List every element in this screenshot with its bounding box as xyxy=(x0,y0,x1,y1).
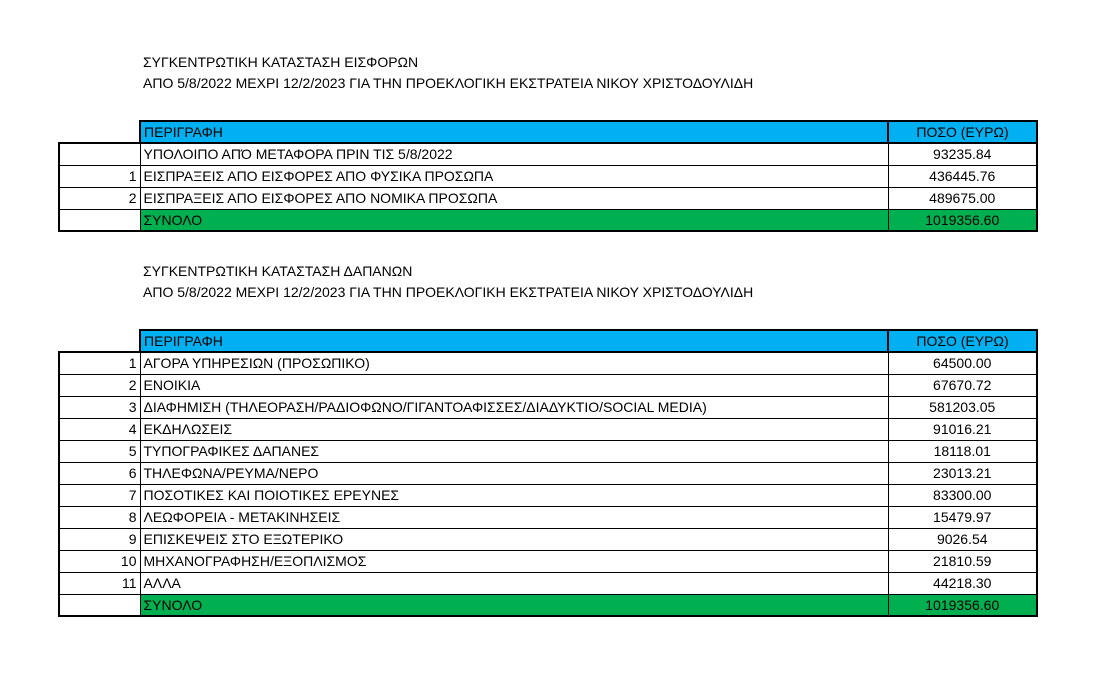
row-index xyxy=(59,143,140,165)
table-row xyxy=(59,396,1037,418)
contributions-table xyxy=(58,120,1038,232)
expenses-total-row xyxy=(59,594,1037,616)
row-description: ΥΠΟΛΟΙΠΟ ΑΠΌ ΜΕΤΑΦΟΡΑ ΠΡΙΝ ΤΙΣ 5/8/2022 xyxy=(140,143,888,165)
row-amount: 44218.30 xyxy=(888,572,1037,594)
contributions-heading xyxy=(143,52,753,94)
row-index: 8 xyxy=(59,506,140,528)
row-amount: 83300.00 xyxy=(888,484,1037,506)
row-amount: 15479.97 xyxy=(888,506,1037,528)
total-amount: 1019356.60 xyxy=(888,209,1037,231)
contributions-header-row xyxy=(59,121,1037,143)
row-description: ΕΙΣΠΡΑΞΕΙΣ ΑΠΟ ΕΙΣΦΟΡΕΣ ΑΠΟ ΦΥΣΙΚΑ ΠΡΟΣΩΠΑ xyxy=(140,165,888,187)
table-row xyxy=(59,506,1037,528)
contributions-title: ΣΥΓΚΕΝΤΡΩΤΙΚΗ ΚΑΤΑΣΤΑΣΗ ΕΙΣΦΟΡΩΝ xyxy=(143,54,419,70)
row-description: ΠΟΣΟΤΙΚΕΣ ΚΑΙ ΠΟΙΟΤΙΚΕΣ ΕΡΕΥΝΕΣ xyxy=(140,484,888,506)
row-amount: 67670.72 xyxy=(888,374,1037,396)
row-description: ΔΙΑΦΗΜΙΣΗ (ΤΗΛΕΟΡΑΣΗ/ΡΑΔΙΟΦΩΝΟ/ΓΙΓΑΝΤΟΑΦΙΣΣΕΣ/ΔΙΑΔΥΚΤΙΟ/SOCIAL MEDIA) xyxy=(140,396,888,418)
table-row xyxy=(59,572,1037,594)
row-amount: 23013.21 xyxy=(888,462,1037,484)
row-description: ΑΓΟΡΑ ΥΠΗΡΕΣΙΩΝ (ΠΡΟΣΩΠΙΚΟ) xyxy=(140,352,888,374)
row-description: ΜΗΧΑΝΟΓΡΑΦΗΣΗ/ΕΞΟΠΛΙΣΜΟΣ xyxy=(140,550,888,572)
row-index: 10 xyxy=(59,550,140,572)
row-description: ΛΕΩΦΟΡΕΙΑ - ΜΕΤΑΚΙΝΗΣΕΙΣ xyxy=(140,506,888,528)
expenses-header-row xyxy=(59,330,1037,352)
contributions-subtitle: ΑΠΟ 5/8/2022 ΜΕΧΡΙ 12/2/2023 ΓΙΑ ΤΗΝ ΠΡΟΕΚΛΟΓΙΚΗ ΕΚΣΤΡΑΤΕΙΑ ΝΙΚΟΥ ΧΡΙΣΤΟΔΟΥΛΙΔΗ xyxy=(143,75,754,91)
row-description: ΑΛΛΑ xyxy=(140,572,888,594)
table-row xyxy=(59,418,1037,440)
table-row xyxy=(59,484,1037,506)
expenses-title: ΣΥΓΚΕΝΤΡΩΤΙΚΗ ΚΑΤΑΣΤΑΣΗ ΔΑΠΑΝΩΝ xyxy=(143,263,413,279)
row-amount: 21810.59 xyxy=(888,550,1037,572)
total-index-cell xyxy=(59,594,140,616)
header-description: ΠΕΡΙΓΡΑΦΗ xyxy=(140,330,888,352)
table-row xyxy=(59,165,1037,187)
expenses-heading xyxy=(143,261,753,303)
total-index-cell xyxy=(59,209,140,231)
row-index: 5 xyxy=(59,440,140,462)
row-amount: 436445.76 xyxy=(888,165,1037,187)
table-row xyxy=(59,528,1037,550)
expenses-table xyxy=(58,329,1038,617)
contributions-total-row xyxy=(59,209,1037,231)
row-index: 9 xyxy=(59,528,140,550)
expenses-subtitle: ΑΠΟ 5/8/2022 ΜΕΧΡΙ 12/2/2023 ΓΙΑ ΤΗΝ ΠΡΟΕΚΛΟΓΙΚΗ ΕΚΣΤΡΑΤΕΙΑ ΝΙΚΟΥ ΧΡΙΣΤΟΔΟΥΛΙΔΗ xyxy=(143,284,754,300)
row-description: ΕΙΣΠΡΑΞΕΙΣ ΑΠΟ ΕΙΣΦΟΡΕΣ ΑΠΟ ΝΟΜΙΚΑ ΠΡΟΣΩΠΑ xyxy=(140,187,888,209)
header-description: ΠΕΡΙΓΡΑΦΗ xyxy=(140,121,888,143)
row-index: 11 xyxy=(59,572,140,594)
header-amount: ΠΟΣΟ (ΕΥΡΩ) xyxy=(888,330,1037,352)
table-row xyxy=(59,352,1037,374)
row-amount: 93235.84 xyxy=(888,143,1037,165)
row-amount: 581203.05 xyxy=(888,396,1037,418)
header-amount: ΠΟΣΟ (ΕΥΡΩ) xyxy=(888,121,1037,143)
table-row xyxy=(59,440,1037,462)
row-description: ΕΚΔΗΛΩΣΕΙΣ xyxy=(140,418,888,440)
table-row xyxy=(59,462,1037,484)
table-row xyxy=(59,187,1037,209)
row-index: 4 xyxy=(59,418,140,440)
row-index: 3 xyxy=(59,396,140,418)
row-description: ΤΗΛΕΦΩΝΑ/ΡΕΥΜΑ/ΝΕΡΟ xyxy=(140,462,888,484)
total-label: ΣΥΝΟΛΟ xyxy=(140,594,888,616)
table-row xyxy=(59,143,1037,165)
row-index: 7 xyxy=(59,484,140,506)
row-description: ΕΠΙΣΚΕΨΕΙΣ ΣΤΟ ΕΞΩΤΕΡΙΚΟ xyxy=(140,528,888,550)
header-index-cell xyxy=(59,121,140,143)
row-index: 1 xyxy=(59,165,140,187)
row-description: ΤΥΠΟΓΡΑΦΙΚΕΣ ΔΑΠΑΝΕΣ xyxy=(140,440,888,462)
row-amount: 489675.00 xyxy=(888,187,1037,209)
row-index: 2 xyxy=(59,187,140,209)
row-amount: 64500.00 xyxy=(888,352,1037,374)
row-amount: 91016.21 xyxy=(888,418,1037,440)
table-row xyxy=(59,550,1037,572)
total-amount: 1019356.60 xyxy=(888,594,1037,616)
row-description: ΕΝΟΙΚΙΑ xyxy=(140,374,888,396)
row-index: 1 xyxy=(59,352,140,374)
header-index-cell xyxy=(59,330,140,352)
total-label: ΣΥΝΟΛΟ xyxy=(140,209,888,231)
row-amount: 9026.54 xyxy=(888,528,1037,550)
row-index: 2 xyxy=(59,374,140,396)
table-row xyxy=(59,374,1037,396)
row-amount: 18118.01 xyxy=(888,440,1037,462)
row-index: 6 xyxy=(59,462,140,484)
